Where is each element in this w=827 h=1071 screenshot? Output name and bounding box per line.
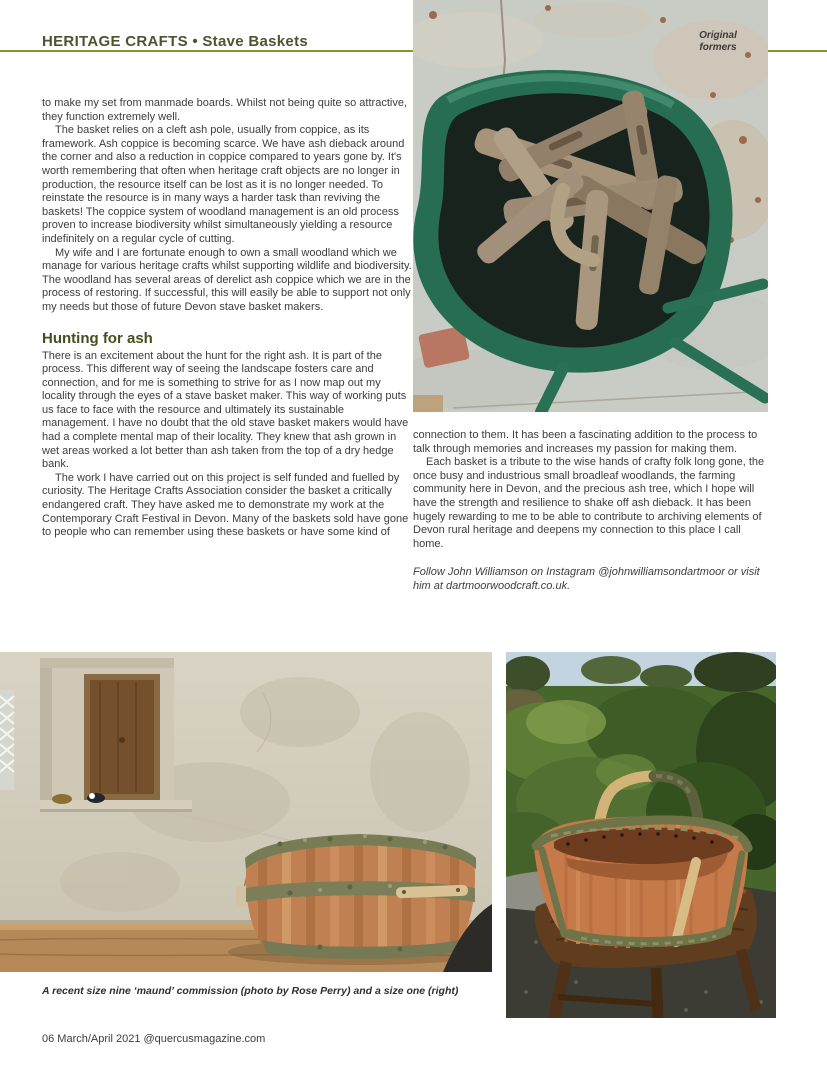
bottom-left-photo-maund-basket bbox=[0, 652, 492, 972]
section-heading-hunting-for-ash: Hunting for ash bbox=[42, 329, 153, 347]
author-follow-note: Follow John Williamson on Instagram @johnwilliamsondartmoor or visit him at dartmoorwoodcraft.co.uk. bbox=[413, 566, 760, 592]
lattice-window bbox=[0, 690, 14, 790]
paragraph: connection to them. It has been a fascinating addition to the process to talk through memories and increases my passion for making them. bbox=[413, 429, 758, 455]
bottom-photos-caption: A recent size nine ‘maund’ commission (photo by Rose Perry) and a size one (right) bbox=[42, 985, 459, 997]
size-one-basket-photo-illustration bbox=[506, 652, 776, 1018]
article-right-column bbox=[413, 429, 771, 594]
paragraph: The work I have carried out on this project is self funded and fuelled by curiosity. The Heritage Crafts Association consider the basket a critically endangered craft. They have asked me to demonstrate my work at the Contemporary Craft Festival in Devon. Many of the baskets sold have gone to people who can remember using these baskets or have some kind of bbox=[42, 471, 409, 539]
top-photo-wheelbarrow-formers bbox=[413, 0, 768, 412]
maund-basket bbox=[236, 832, 476, 962]
paragraph: The basket relies on a cleft ash pole, usually from coppice, as its framework. Ash coppice is becoming scarce. We have ash dieback around the corner and also a reduction in coppice compared to years gone by. It's worth remembering that often when heritage craft objects are no longer in production, the resource itself can be lost as it is no longer needed. To reinstate the resource is in many ways a harder task than reviving the baskets! The coppice system of woodland management is an old process proven to increase biodiversity whilst simultaneously yielding a resource indefinitely on a regular cycle of cutting. bbox=[42, 124, 405, 245]
paragraph: Each basket is a tribute to the wise hands of crafty folk long gone, the once busy and industrious small broadleaf woodlands, the farming community here in Devon, and the precious ash tree, which I hope will have the strength and resilience to shake off ash dieback. It has been hugely rewarding to me to be able to contribute to archiving elements of Devon rural heritage and deepens my connection to this place I call home. bbox=[413, 456, 765, 550]
bottom-right-photo-size-one-basket bbox=[506, 652, 776, 1018]
article-left-column bbox=[42, 97, 412, 540]
paragraph: My wife and I are fortunate enough to own a small woodland which we manage for various heritage crafts whilst supporting wildlife and biodiversity. The woodland has several areas of derelict ash coppice which we are in the process of restoring. If successful, this will easily be able to support not only my needs but those of future Devon stave basket makers. bbox=[42, 246, 412, 313]
maund-basket-photo-illustration bbox=[0, 652, 492, 972]
wheelbarrow-photo-illustration bbox=[413, 0, 768, 412]
page-footer: 06 March/April 2021 @quercusmagazine.com bbox=[42, 1033, 266, 1045]
top-photo-caption: Original formers bbox=[699, 30, 737, 53]
page-title: HERITAGE CRAFTS • Stave Baskets bbox=[42, 33, 309, 50]
paragraph: to make my set from manmade boards. Whilst not being quite so attractive, they function extremely well. bbox=[42, 97, 407, 123]
paragraph: There is an excitement about the hunt for the right ash. It is part of the process. This different way of seeing the landscape fosters care and connection, and for me is something to strive for as I now map out my locality through the eyes of a stave basket maker. This way of working puts us face to face with the resource and ultimately its sustainable management. I have no doubt that the old stave basket makers would have had a complete mental map of their locality. They knew that ash grown in wet areas worked a lot better than ash taken from the top of a dry hedge bank. bbox=[42, 349, 409, 471]
door-niche bbox=[40, 658, 192, 812]
